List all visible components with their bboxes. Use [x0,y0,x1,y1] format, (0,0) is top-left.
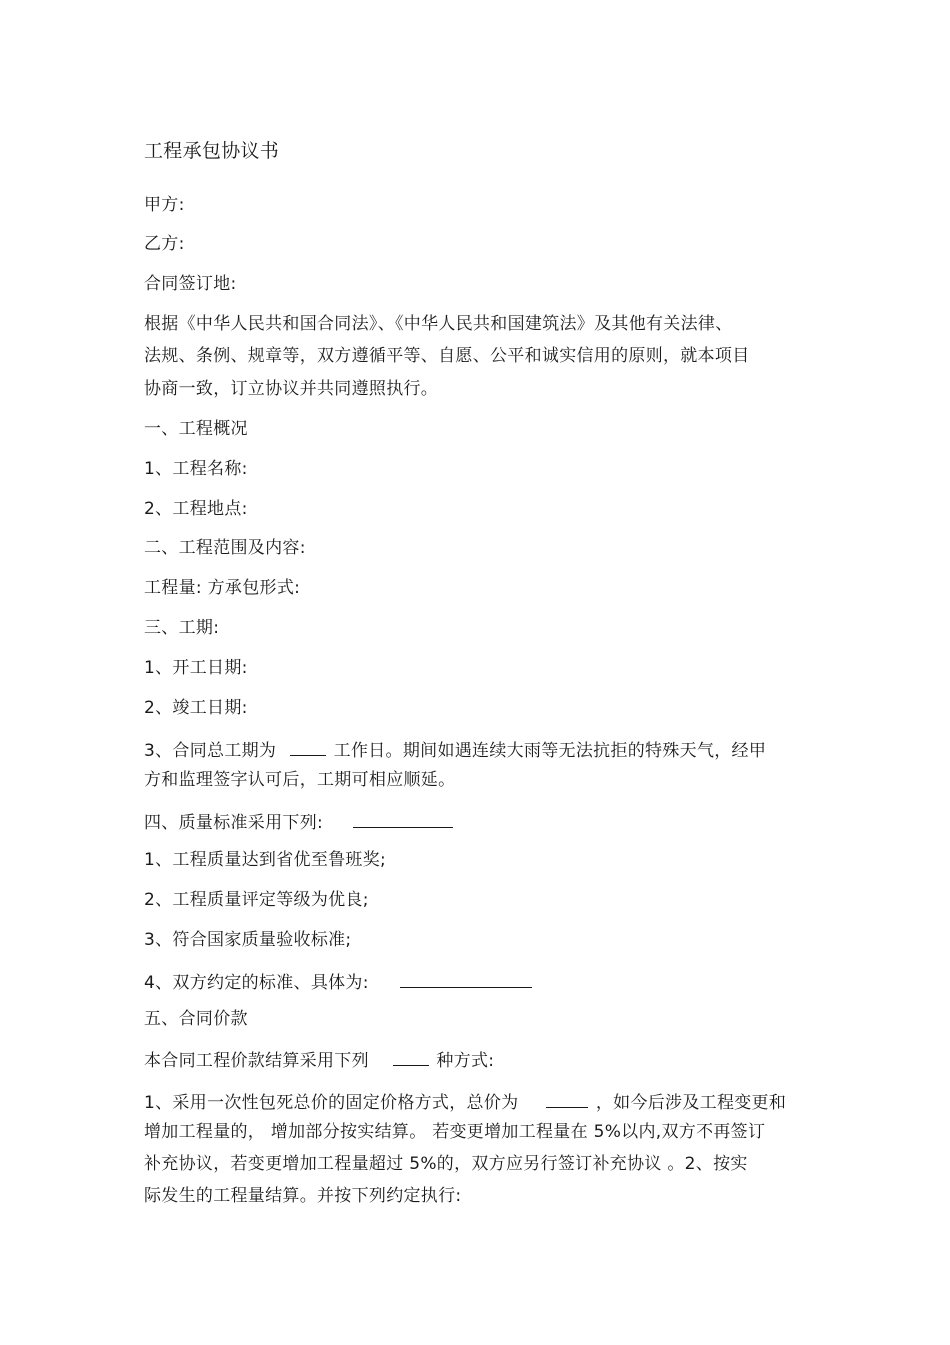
duration-days-blank[interactable] [290,738,326,756]
quality-item-2: 2、工程质量评定等级为优良; [144,890,369,910]
price-paragraph-line-4: 际发生的工程量结算。并按下列约定执行: [144,1186,462,1206]
section-4-heading: 四、质量标准采用下列: [144,813,324,833]
start-date-label: 1、开工日期: [144,658,248,678]
settlement-method-blank[interactable] [393,1048,429,1066]
section-5-heading: 五、合同价款 [144,1009,248,1029]
document-title: 工程承包协议书 [144,140,280,162]
price-paragraph-line-3: 补充协议，若变更增加工程量超过 5%的，双方应另行签订补充协议 。2、按实 [144,1154,748,1174]
scope-line: 工程量: 方承包形式: [144,578,301,598]
total-duration-prefix: 3、合同总工期为 [144,741,277,761]
section-2-heading: 二、工程范围及内容: [144,538,306,558]
quality-standard-blank[interactable] [353,810,453,828]
price-paragraph-line-1 [144,1090,786,1113]
agreed-standard-blank[interactable] [400,970,532,988]
completion-date-label: 2、竣工日期: [144,698,248,718]
signing-place-label: 合同签订地: [144,274,237,294]
price-suffix: ，如今后涉及工程变更和 [595,1093,787,1113]
quality-item-3: 3、符合国家质量验收标准; [144,930,352,950]
section-4-line [144,810,453,833]
quality-item-4: 4、双方约定的标准、具体为: [144,973,369,993]
total-duration-line [144,738,766,761]
price-prefix: 1、采用一次性包死总价的固定价格方式，总价为 [144,1093,519,1113]
settlement-method-line [144,1048,494,1071]
settlement-prefix: 本合同工程价款结算采用下列 [144,1051,369,1071]
section-3-heading: 三、工期: [144,618,220,638]
party-b-label: 乙方: [144,234,185,254]
total-price-blank[interactable] [546,1090,588,1108]
preamble-line-2: 法规、条例、规章等，双方遵循平等、自愿、公平和诚实信用的原则，就本项目 [144,346,750,366]
party-a-label: 甲方: [144,195,185,215]
preamble-line-3: 协商一致，订立协议并共同遵照执行。 [144,379,439,399]
total-duration-line-2: 方和监理签字认可后，工期可相应顺延。 [144,770,456,790]
total-duration-suffix: 工作日。期间如遇连续大雨等无法抗拒的特殊天气，经甲 [333,741,767,761]
settlement-suffix: 种方式: [436,1051,495,1071]
project-name-label: 1、工程名称: [144,459,248,479]
preamble-line-1: 根据《中华人民共和国合同法》、《中华人民共和国建筑法》及其他有关法律、 [144,314,733,334]
project-location-label: 2、工程地点: [144,499,248,519]
quality-item-4-line [144,970,532,993]
quality-item-1: 1、工程质量达到省优至鲁班奖; [144,850,387,870]
section-1-heading: 一、工程概况 [144,419,248,439]
price-paragraph-line-2: 增加工程量的， 增加部分按实结算。 若变更增加工程量在 5%以内,双方不再签订 [144,1122,766,1142]
